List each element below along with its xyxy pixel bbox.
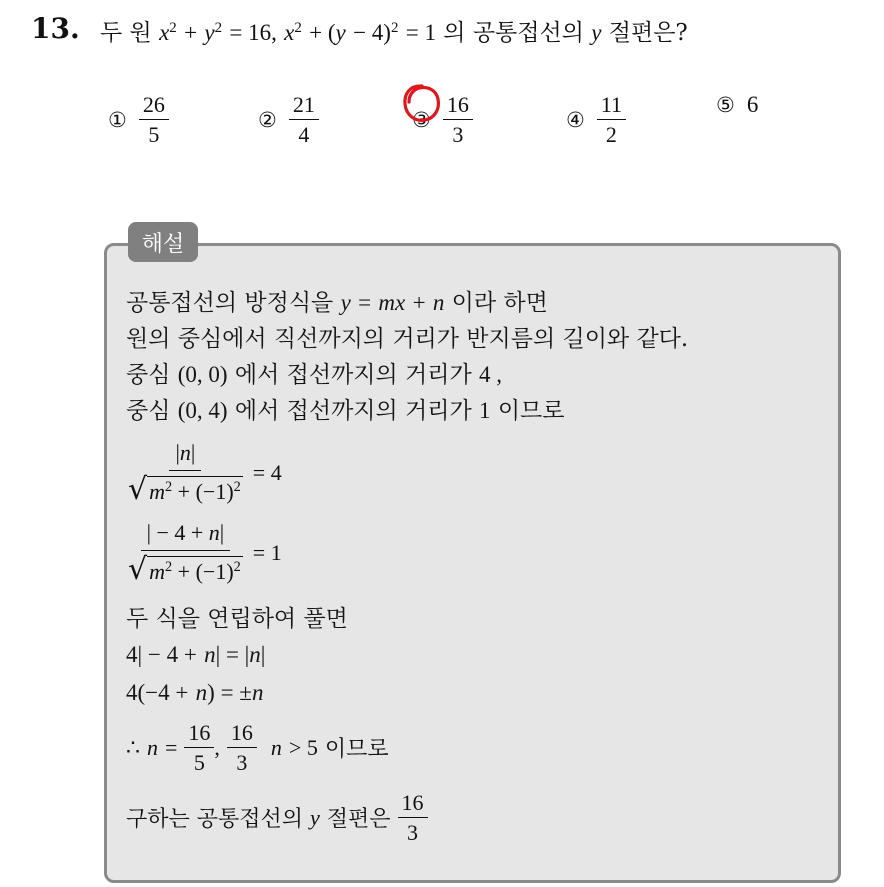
- equation-3: 4| − 4 + n| = |n|: [126, 642, 266, 667]
- question-number: 13.: [31, 12, 80, 45]
- solution-line-2: 원의 중심에서 직선까지의 거리가 반지름의 길이와 같다.: [126, 326, 689, 352]
- choice-1[interactable]: ① $\frac{26}{5}$: [108, 92, 169, 148]
- solution-final-line: 구하는 공통접선의 y 절편은 $\frac{16}{3}$: [126, 790, 428, 846]
- solution-line-4: 중심 (0, 4) 에서 접선까지의 거리가 1 이므로: [126, 398, 565, 424]
- choice-3[interactable]: ③ $\frac{16}{3}$: [412, 92, 473, 148]
- solution-line-5: 두 식을 연립하여 풀면: [126, 606, 348, 632]
- solution-line-3: 중심 (0, 0) 에서 접선까지의 거리가 4 ,: [126, 362, 503, 388]
- choice-4[interactable]: ④ $\frac{11}{2}$: [566, 92, 626, 148]
- equation-4: 4(−4 + n) = ±n: [126, 680, 264, 705]
- solution-tag: 해설: [128, 222, 198, 262]
- choice-2-fraction: $\frac{21}{4}$: [289, 92, 319, 148]
- choice-2[interactable]: ② $\frac{21}{4}$: [258, 92, 319, 148]
- selected-circle-icon: [400, 80, 444, 128]
- equation-5: ∴ n = $\frac{16}{5}$ , $\frac{16}{3}$ n > 5 이므로: [126, 720, 389, 776]
- solution-line-1: 공통접선의 방정식을 y = mx + n 이라 하면: [126, 290, 548, 316]
- equation-2: | − 4 + n| √ $m^2 + (-1)^2$ = 1: [128, 520, 282, 587]
- choice-4-fraction: $\frac{11}{2}$: [597, 92, 626, 148]
- choice-5[interactable]: ⑤ 6: [716, 92, 759, 117]
- question-text: 두 원 $x^2 + y^2 = 16$, $x^2 + (y - 4)^2 = 1$ 의 공통접선의 y 절편은?: [100, 19, 688, 46]
- choice-3-fraction: $\frac{16}{3}$: [443, 92, 473, 148]
- choice-1-fraction: $\frac{26}{5}$: [139, 92, 169, 148]
- equation-1: |n| √ $m^2 + (-1)^2$ = 4: [128, 440, 282, 507]
